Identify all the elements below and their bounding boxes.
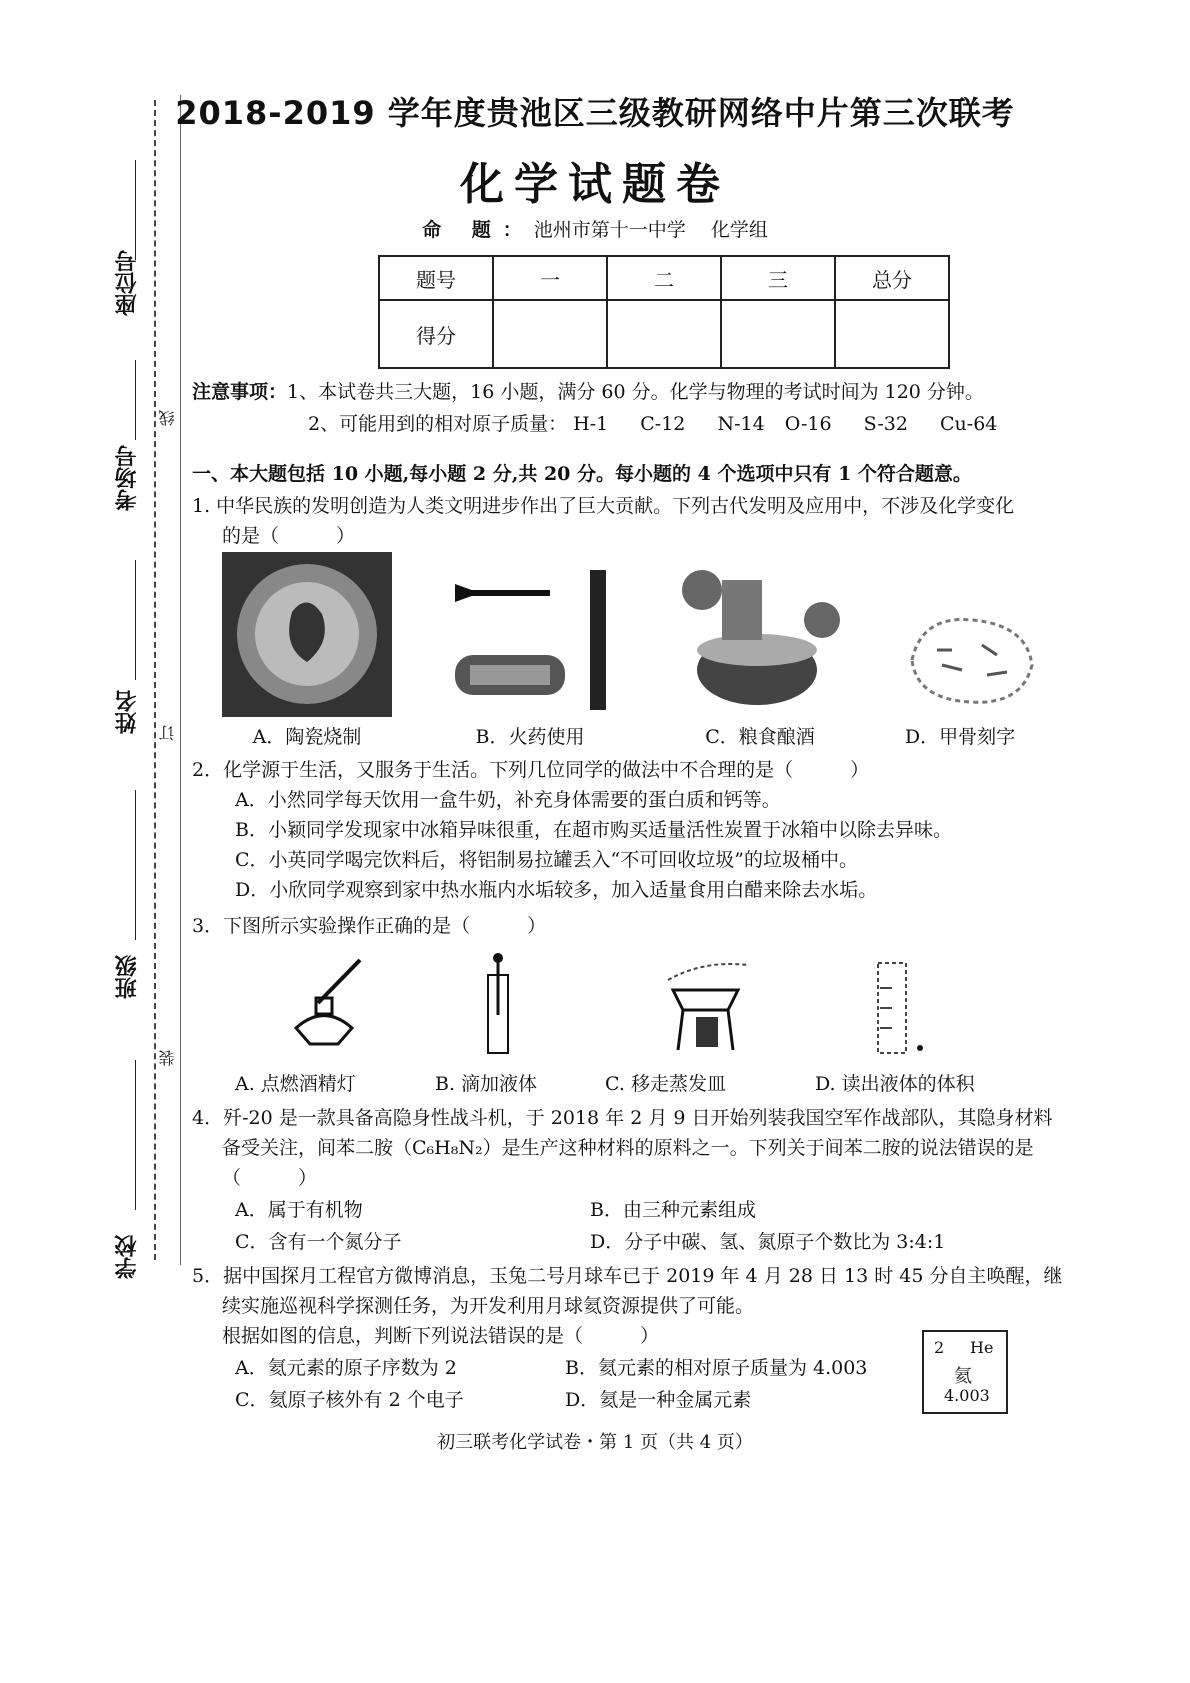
chemical-formula: C₆H₈N₂ [412, 1137, 483, 1159]
porcelain-image [222, 552, 392, 717]
q1-option-a[interactable]: A．陶瓷烧制 [252, 726, 362, 748]
class-blank [135, 790, 136, 940]
author-line [0, 215, 1190, 242]
margin-name-label: 姓名 [115, 690, 140, 734]
score-header-cell: 三 [721, 256, 835, 300]
author-value: 池州市第十一中学 化学组 [533, 219, 768, 241]
q4-line-2 [222, 1134, 1034, 1162]
q5-line-2: 续实施巡视科学探测任务，为开发利用月球氦资源提供了可能。 [222, 1295, 755, 1317]
atomic-number: 2 [934, 1338, 945, 1357]
oracle-bone-image [902, 610, 1042, 710]
atomic-mass-value: 4.003 [944, 1386, 990, 1405]
score-header-cell: 二 [607, 256, 721, 300]
notes-text-2: 2、可能用到的相对原子质量： [308, 413, 568, 435]
atomic-mass: H-1 [573, 413, 609, 435]
q5-line-1: 5．据中国探月工程官方微博消息，玉兔二号月球车已于 2019 年 4 月 28 日 13 时 45 分自主唤醒，继 [192, 1265, 1063, 1287]
brewing-image [672, 560, 847, 720]
q5-option-a[interactable]: A．氦元素的原子序数为 2 [235, 1357, 457, 1379]
section-1-heading: 一、本大题包括 10 小题,每小题 2 分,共 20 分。每小题的 4 个选项中只有 1 个符合题意。 [192, 463, 972, 485]
exam-title: 2018-2019 学年度贵池区三级教研网络中片第三次联考 [175, 94, 1015, 132]
q2-option-b[interactable]: B．小颖同学发现家中冰箱异味很重，在超市购买适量活性炭置于冰箱中以除去异味。 [235, 819, 952, 841]
q1-option-c[interactable]: C．粮食酿酒 [705, 726, 815, 748]
graduated-cylinder-image [868, 958, 928, 1058]
margin-rule [180, 95, 181, 1265]
score-header-cell: 总分 [835, 256, 949, 300]
page-footer: 初三联考化学试卷・第 1 页（共 4 页） [437, 1432, 753, 1453]
notes-line-1 [192, 378, 984, 406]
notes-label: 注意事项： [192, 381, 288, 403]
q5-option-d[interactable]: D．氦是一种金属元素 [565, 1389, 752, 1411]
q4-option-b[interactable]: B．由三种元素组成 [590, 1199, 756, 1221]
q3-option-a[interactable]: A. 点燃酒精灯 [235, 1073, 356, 1095]
evaporating-dish-image [658, 955, 758, 1055]
q4-line-1: 4．歼-20 是一款具备高隐身性战斗机，于 2018 年 2 月 9 日开始列装我国空军作战部队，其隐身材料 [192, 1107, 1053, 1129]
q5-line-3: 根据如图的信息，判断下列说法错误的是（ ） [222, 1325, 660, 1347]
margin-seat-label: 座位号 [115, 250, 140, 316]
alcohol-lamp-image [288, 958, 373, 1048]
score-cell[interactable] [607, 300, 721, 368]
score-cell[interactable] [493, 300, 607, 368]
q4-option-a[interactable]: A．属于有机物 [235, 1199, 363, 1221]
q4-line-2-pre: 备受关注，间苯二胺（ [222, 1137, 413, 1159]
exam-subtitle: 化学试题卷 [460, 159, 730, 210]
atomic-mass: Cu-64 [940, 413, 998, 435]
q2-option-a[interactable]: A．小然同学每天饮用一盒牛奶，补充身体需要的蛋白质和钙等。 [235, 789, 781, 811]
author-label: 命 题： [422, 219, 534, 241]
q4-line-3: （ ） [222, 1167, 318, 1189]
score-cell[interactable] [835, 300, 949, 368]
margin-class-label: 班级 [115, 955, 140, 999]
binding-line [154, 100, 156, 1260]
atomic-mass: C-12 [640, 413, 686, 435]
q1-line-2: 的是（ ） [222, 525, 356, 547]
q3-stem: 3．下图所示实验操作正确的是（ ） [192, 915, 547, 937]
atomic-mass: N-14 [717, 413, 765, 435]
q3-option-d[interactable]: D. 读出液体的体积 [815, 1073, 975, 1095]
q5-option-c[interactable]: C．氦原子核外有 2 个电子 [235, 1389, 464, 1411]
margin-school-label: 学校 [115, 1235, 140, 1279]
school-blank [135, 1060, 136, 1210]
element-symbol: He [970, 1338, 994, 1357]
room-blank [135, 360, 136, 440]
q1-option-b[interactable]: B．火药使用 [475, 726, 585, 748]
notes-line-2 [308, 410, 997, 438]
element-name: 氦 [954, 1366, 972, 1387]
q2-option-c[interactable]: C．小英同学喝完饮料后，将铝制易拉罐丢入“不可回收垃圾”的垃圾桶中。 [235, 849, 858, 871]
q3-option-b[interactable]: B. 滴加液体 [435, 1073, 538, 1095]
name-blank [135, 560, 136, 680]
score-table [378, 255, 950, 369]
q2-stem: 2．化学源于生活，又服务于生活。下列几位同学的做法中不合理的是（ ） [192, 759, 870, 781]
margin-room-label: 考场号 [115, 445, 140, 511]
q4-option-d[interactable]: D．分子中碳、氢、氮原子个数比为 3:4:1 [590, 1231, 946, 1253]
score-cell[interactable] [721, 300, 835, 368]
cut-mark-line: 线 [158, 410, 177, 426]
cut-mark-bind: 订 [158, 725, 177, 741]
score-header-cell: 一 [493, 256, 607, 300]
gunpowder-image [450, 570, 625, 720]
q4-line-2-post: ）是生产这种材料的原料之一。下列关于间苯二胺的说法错误的是 [482, 1137, 1034, 1159]
q2-option-d[interactable]: D．小欣同学观察到家中热水瓶内水垢较多，加入适量食用白醋来除去水垢。 [235, 879, 878, 901]
score-row-label: 得分 [379, 300, 493, 368]
notes-text-1: 1、本试卷共三大题，16 小题，满分 60 分。化学与物理的考试时间为 120 分钟。 [287, 381, 984, 403]
atomic-mass: O-16 [784, 413, 832, 435]
q5-option-b[interactable]: B．氦元素的相对原子质量为 4.003 [565, 1357, 868, 1379]
q3-option-c[interactable]: C. 移走蒸发皿 [605, 1073, 726, 1095]
q1-option-d[interactable]: D．甲骨刻字 [904, 726, 1016, 748]
cut-mark-staple: 装 [158, 1050, 177, 1066]
q1-line-1: 1. 中华民族的发明创造为人类文明进步作出了巨大贡献。下列古代发明及应用中，不涉及化学变化 [192, 495, 1015, 517]
dropper-image [478, 950, 518, 1055]
q4-option-c[interactable]: C．含有一个氮分子 [235, 1231, 402, 1253]
atomic-mass: S-32 [863, 413, 908, 435]
score-header-cell: 题号 [379, 256, 493, 300]
periodic-table-cell [922, 1330, 1008, 1414]
